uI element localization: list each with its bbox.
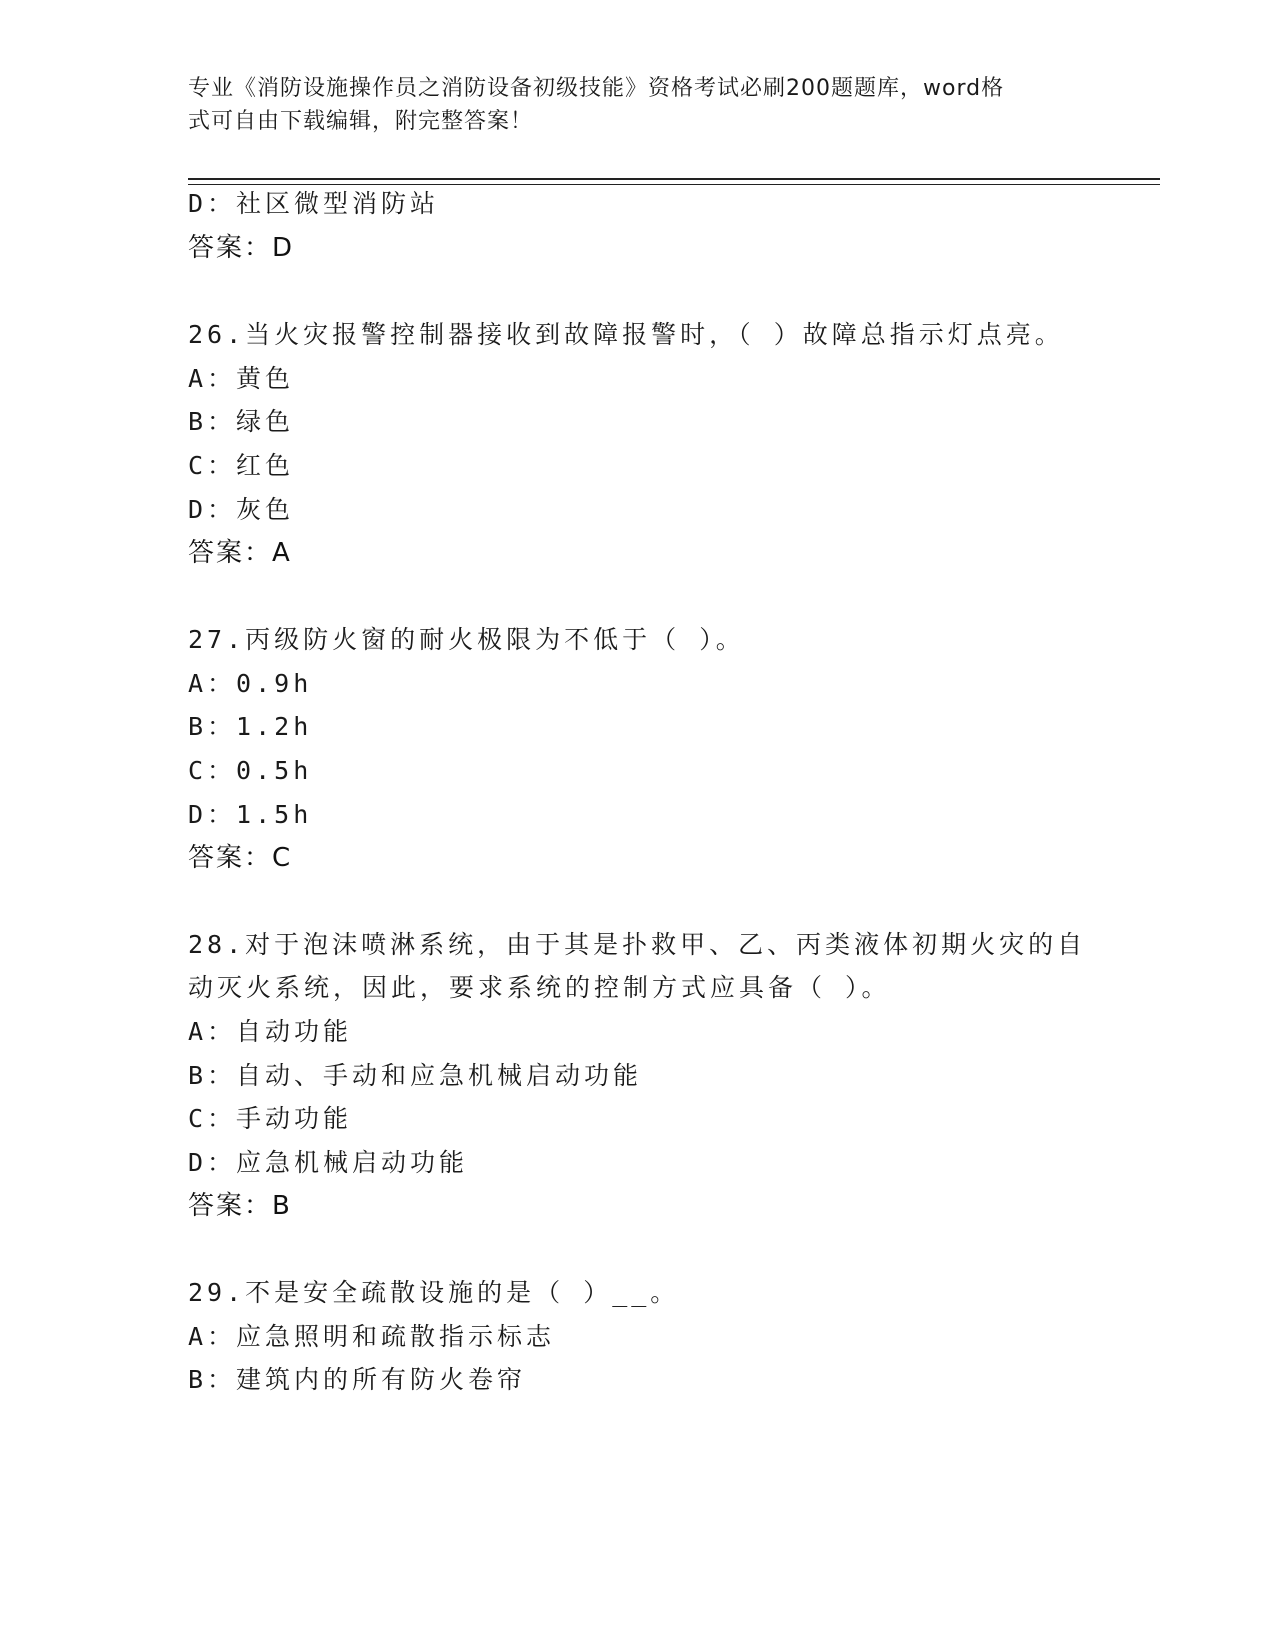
document-header — [188, 72, 1068, 138]
question-26-option-d: D：灰色 — [188, 495, 295, 524]
header-line-2: 式可自由下载编辑，附完整答案！ — [188, 109, 534, 134]
question-27-option-c: C：0.5h — [188, 756, 313, 785]
question-26-option-c: C：红色 — [188, 451, 295, 480]
question-28-stem-line-1: 28.对于泡沫喷淋系统，由于其是扑救甲、乙、丙类液体初期火灾的自 — [188, 930, 1087, 959]
header-rule-thin — [188, 184, 1160, 185]
question-26-option-a: A：黄色 — [188, 364, 295, 393]
question-27-answer: 答案：C — [188, 843, 293, 873]
question-29-option-b: B：建筑内的所有防火卷帘 — [188, 1365, 527, 1394]
question-29-stem: 29.不是安全疏散设施的是（ ）__。 — [188, 1278, 680, 1307]
question-28-option-c: C：手动功能 — [188, 1104, 353, 1133]
question-27-stem: 27.丙级防火窗的耐火极限为不低于（ ）。 — [188, 625, 745, 654]
prev-question-answer: 答案：D — [188, 233, 295, 263]
question-28-answer: 答案：B — [188, 1191, 292, 1221]
question-28-option-b: B：自动、手动和应急机械启动功能 — [188, 1061, 643, 1090]
question-27-option-b: B：1.2h — [188, 712, 313, 741]
question-26-stem: 26.当火灾报警控制器接收到故障报警时，（ ）故障总指示灯点亮。 — [188, 320, 1064, 349]
question-28-option-d: D：应急机械启动功能 — [188, 1148, 469, 1177]
question-26-answer: 答案：A — [188, 538, 292, 568]
header-line-1: 专业《消防设施操作员之消防设备初级技能》资格考试必刷200题题库，word格 — [188, 76, 1005, 101]
header-rule-thick — [188, 178, 1160, 180]
prev-question-option-d: D：社区微型消防站 — [188, 189, 440, 218]
question-27-option-a: A：0.9h — [188, 669, 313, 698]
question-29-option-a: A：应急照明和疏散指示标志 — [188, 1322, 556, 1351]
question-28-stem-line-2: 动灭火系统，因此，要求系统的控制方式应具备（ ）。 — [188, 973, 891, 1002]
question-28-option-a: A：自动功能 — [188, 1017, 353, 1046]
question-27-option-d: D：1.5h — [188, 800, 313, 829]
question-26-option-b: B：绿色 — [188, 407, 295, 436]
